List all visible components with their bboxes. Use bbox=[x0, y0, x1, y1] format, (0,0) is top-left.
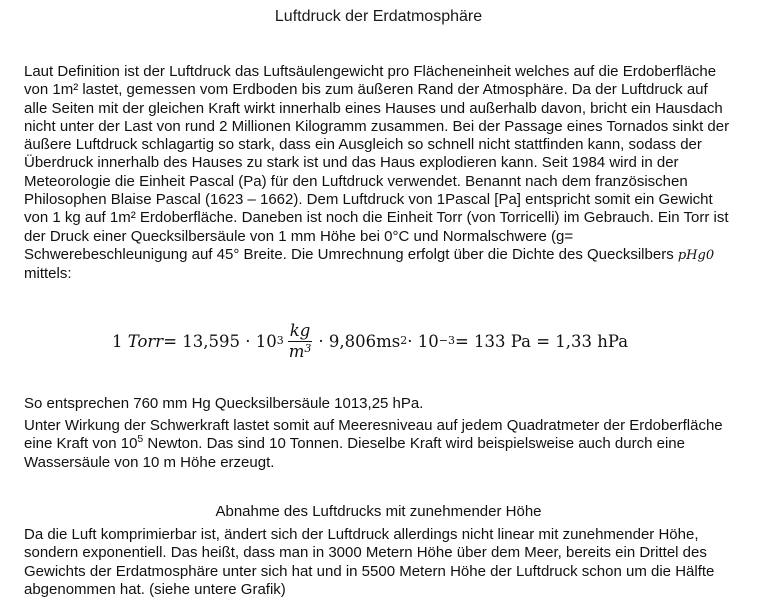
formula-fraction bbox=[287, 322, 314, 360]
fraction-numerator: kg bbox=[289, 321, 311, 341]
formula-result: = 133 Pa = 1,33 hPa bbox=[454, 331, 629, 351]
mercury-equivalence-paragraph: So entsprechen 760 mm Hg Quecksilbersäule 1013,25 hPa. bbox=[24, 395, 424, 412]
altitude-paragraph: Da die Luft komprimierbar ist, ändert sich der Luftdruck allerdings nicht linear mit zunehmender Höhe, sondern exponentiell. Das heißt, dass man in 3000 Metern Höhe über dem Meer, bereits ein Drittel des Gewichts der Erdatmosphäre unter sich hat und in 5500 Metern Höhe der Luftdruck schon um die Hälfte abgenommen hat. (siehe untere Grafik) bbox=[24, 526, 715, 598]
formula-factor: = 13,595 · 10 bbox=[163, 331, 277, 351]
formula-lhs: 1 Torr bbox=[112, 331, 164, 351]
mercury-density-symbol: pHg0 bbox=[677, 247, 715, 263]
intro-text: Laut Definition ist der Luftdruck das Luftsäulengewicht pro Flächeneinheit welches auf die Erdoberfläche von 1m² lastet, gemessen vom Erdboden bis zum äußeren Rand der Atmosphäre. Da der Luftdruck auf alle Seiten mit der gleichen Kraft wirkt innerhalb eines Hauses und außerhalb davon, bricht ein Hausdach nicht unter der Last von rund 2 Millionen Kilogramm zusammen. Bei der Passage eines Tornados sinkt der äußere Luftdruck schlagartig so stark, dass ein Ausgleich so schnell nicht stattfinden kann, sodass der Überdruck innerhalb des Hauses zu stark ist und das Haus explodieren kann. Seit 1984 wird in der Meteorologie die Einheit Pascal (Pa) für den Luftdruck verwendet. Benannt nach dem französischen Philosophen Blaise Pascal (1623 – 1662). Dem Luftdruck von 1Pascal [Pa] entspricht somit ein Gewicht von 1 kg auf 1m² Erdoberfläche. Daneben ist noch die Einheit Torr (von Torricelli) im Gebrauch. Ein Torr ist der Druck einer Quecksilbersäule von 1 mm Höhe bei 0°C und Normalschwere (g= Schwerebeschleunigung auf 45° Breite. Die Umrechnung erfolgt über die Dichte des Quecksilbers bbox=[24, 63, 730, 263]
force-exponent: 5 bbox=[137, 433, 144, 446]
formula-scale: · 10 bbox=[407, 331, 439, 351]
fraction-denominator: $m^3$ bbox=[288, 341, 312, 361]
intro-tail: mittels: bbox=[24, 265, 72, 283]
formula-gravity: · 9,806ms bbox=[318, 331, 401, 351]
gravity-force-paragraph: Unter Wirkung der Schwerkraft lastet somit auf Meeresniveau auf jedem Quadratmeter der Erdoberfläche eine Kraft von $10^5$ Newton. Das sind 10 Tonnen. Dieselbe Kraft wird beispielsweise auch durch eine Wassersäule von 10 m Höhe erzeugt. bbox=[24, 417, 723, 471]
torr-conversion-formula: 1 Torr = 13,595 · 10 3 $\frac{kg}{m^3}$ · 9,806ms 2 · 10 −3 = 133 Pa = 1,33 hPa bbox=[112, 321, 629, 361]
section-subtitle: Abnahme des Luftdrucks mit zunehmender Höhe bbox=[215, 503, 542, 520]
intro-paragraph bbox=[24, 63, 734, 284]
document-title: Luftdruck der Erdatmosphäre bbox=[274, 8, 483, 25]
